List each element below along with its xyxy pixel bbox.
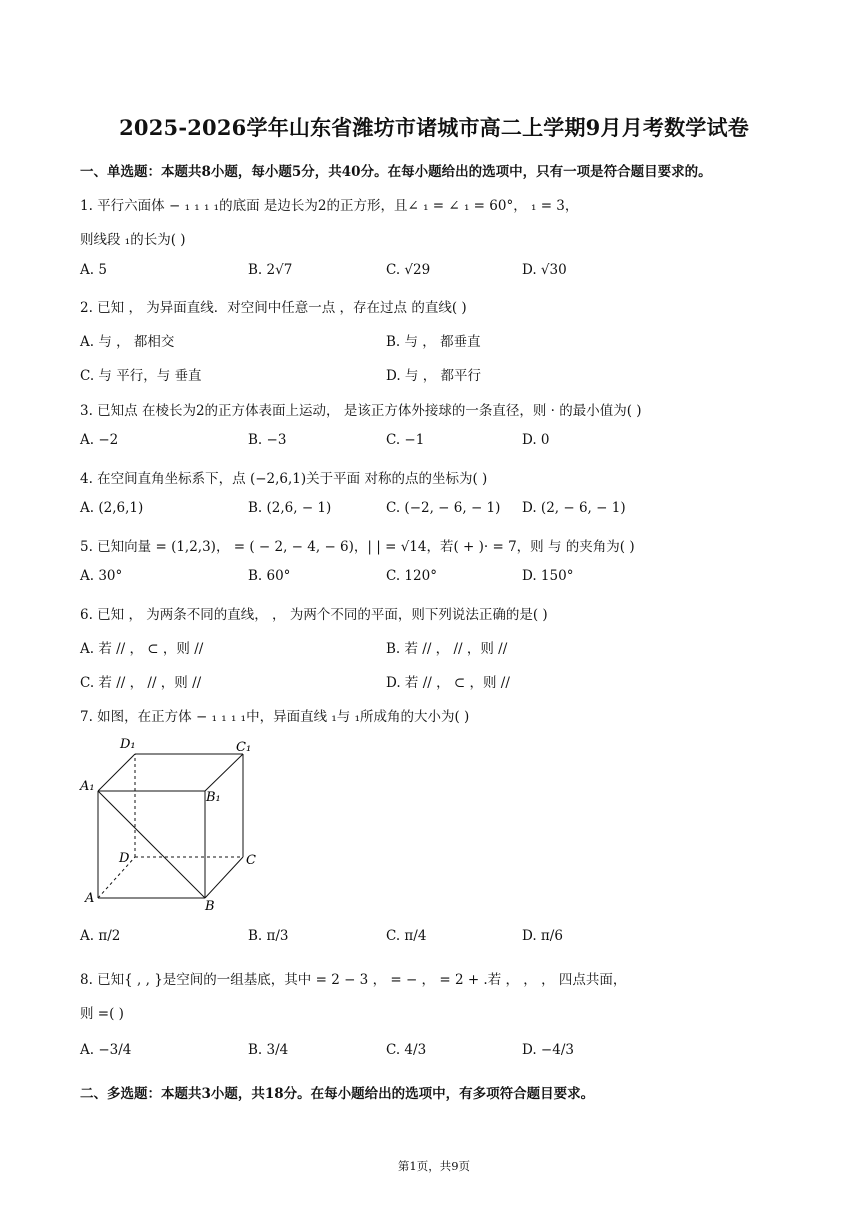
- edge-a-d: [98, 857, 135, 898]
- question-8-option-b: B. 3/4: [248, 1042, 289, 1058]
- vertex-label-a: A: [85, 891, 95, 906]
- question-7-option-b: B. π/3: [248, 928, 289, 944]
- vertex-label-b: B: [205, 899, 215, 912]
- vertex-label-c1: C₁: [236, 740, 252, 755]
- question-6-option-c: C. 若 // ， // ，则 //: [80, 675, 202, 691]
- question-2-text: 2. 已知 ， 为异面直线．对空间中任意一点 ，存在过点 的直线( ): [80, 300, 467, 316]
- question-1-text: 1. 平行六面体 − ₁ ₁ ₁ ₁的底面 是边长为2的正方形，且∠ ₁ = ∠ ₁ = 60°， ₁ = 3，: [80, 198, 579, 214]
- question-7-text: 7. 如图，在正方体 − ₁ ₁ ₁ ₁中，异面直线 ₁与 ₁所成角的大小为( ): [80, 709, 470, 725]
- question-3-option-b: B. −3: [248, 432, 287, 448]
- question-1-option-a: A. 5: [80, 262, 107, 278]
- question-6-option-b: B. 若 // ， // ，则 //: [386, 641, 508, 657]
- question-6-option-d: D. 若 // ， ⊂ ，则 //: [386, 675, 510, 691]
- edge-c1-b1: [205, 754, 243, 791]
- question-8-option-a: A. −3/4: [80, 1042, 132, 1058]
- question-5-text: 5. 已知向量 = (1,2,3)， = ( − 2, − 4, − 6)，| | = √14，若( + )· = 7，则 与 的夹角为( ): [80, 539, 635, 555]
- question-2-option-c: C. 与 平行，与 垂直: [80, 368, 202, 384]
- edge-a1-d1: [98, 754, 135, 791]
- question-3-text: 3. 已知点 在棱长为2的正方体表面上运动， 是该正方体外接球的一条直径，则 · 的最小值为( ): [80, 403, 642, 419]
- exam-title: 2025-2026学年山东省潍坊市诸城市高二上学期9月月考数学试卷: [119, 115, 749, 140]
- question-5-option-c: C. 120°: [386, 568, 437, 584]
- question-1-option-b: B. 2√7: [248, 262, 293, 278]
- vertex-label-d: D: [119, 851, 130, 866]
- vertex-label-d1: D₁: [120, 737, 136, 752]
- question-2-option-b: B. 与 ， 都垂直: [386, 334, 481, 350]
- question-4-text: 4. 在空间直角坐标系下，点 (−2,6,1)关于平面 对称的点的坐标为( ): [80, 471, 488, 487]
- question-5-option-d: D. 150°: [522, 568, 574, 584]
- edge-c-b: [205, 857, 243, 898]
- question-7-option-d: D. π/6: [522, 928, 563, 944]
- question-2-option-d: D. 与 ， 都平行: [386, 368, 482, 384]
- question-4-option-a: A. (2,6,1): [80, 500, 144, 516]
- question-6-text: 6. 已知 ， 为两条不同的直线， ， 为两个不同的平面，则下列说法正确的是( ): [80, 607, 548, 623]
- question-2-option-a: A. 与 ， 都相交: [80, 334, 175, 350]
- question-7-option-a: A. π/2: [80, 928, 121, 944]
- vertex-label-c: C: [246, 853, 256, 868]
- question-1-text-cont: 则线段 ₁的长为( ): [80, 232, 186, 248]
- question-4-option-c: C. (−2, − 6, − 1): [386, 500, 501, 516]
- question-1-option-c: C. √29: [386, 262, 431, 278]
- section-multiple-choice-header: 二、多选题：本题共3小题，共18分。在每小题给出的选项中，有多项符合题目要求。: [80, 1086, 595, 1102]
- question-8-option-c: C. 4/3: [386, 1042, 427, 1058]
- cube-figure: [78, 734, 268, 912]
- page-footer: 第1页，共9页: [397, 1159, 471, 1173]
- vertex-label-a1: A₁: [80, 779, 95, 794]
- question-5-option-b: B. 60°: [248, 568, 291, 584]
- question-4-option-b: B. (2,6, − 1): [248, 500, 332, 516]
- vertex-label-b1: B₁: [206, 790, 221, 805]
- question-3-option-d: D. 0: [522, 432, 550, 448]
- segment-a1-b: [98, 791, 205, 898]
- question-8-text: 8. 已知{ , , }是空间的一组基底，其中 = 2 − 3 ， = − ， = 2 + .若 ， ， ， 四点共面，: [80, 972, 627, 988]
- question-8-option-d: D. −4/3: [522, 1042, 574, 1058]
- question-5-option-a: A. 30°: [80, 568, 123, 584]
- question-4-option-d: D. (2, − 6, − 1): [522, 500, 626, 516]
- question-3-option-c: C. −1: [386, 432, 425, 448]
- question-8-text-cont: 则 =( ): [80, 1006, 124, 1022]
- question-3-option-a: A. −2: [80, 432, 119, 448]
- question-6-option-a: A. 若 // ， ⊂ ，则 //: [80, 641, 204, 657]
- question-7-option-c: C. π/4: [386, 928, 427, 944]
- question-1-option-d: D. √30: [522, 262, 567, 278]
- section-single-choice-header: 一、单选题：本题共8小题，每小题5分，共40分。在每小题给出的选项中，只有一项是符合题目要求的。: [80, 164, 712, 180]
